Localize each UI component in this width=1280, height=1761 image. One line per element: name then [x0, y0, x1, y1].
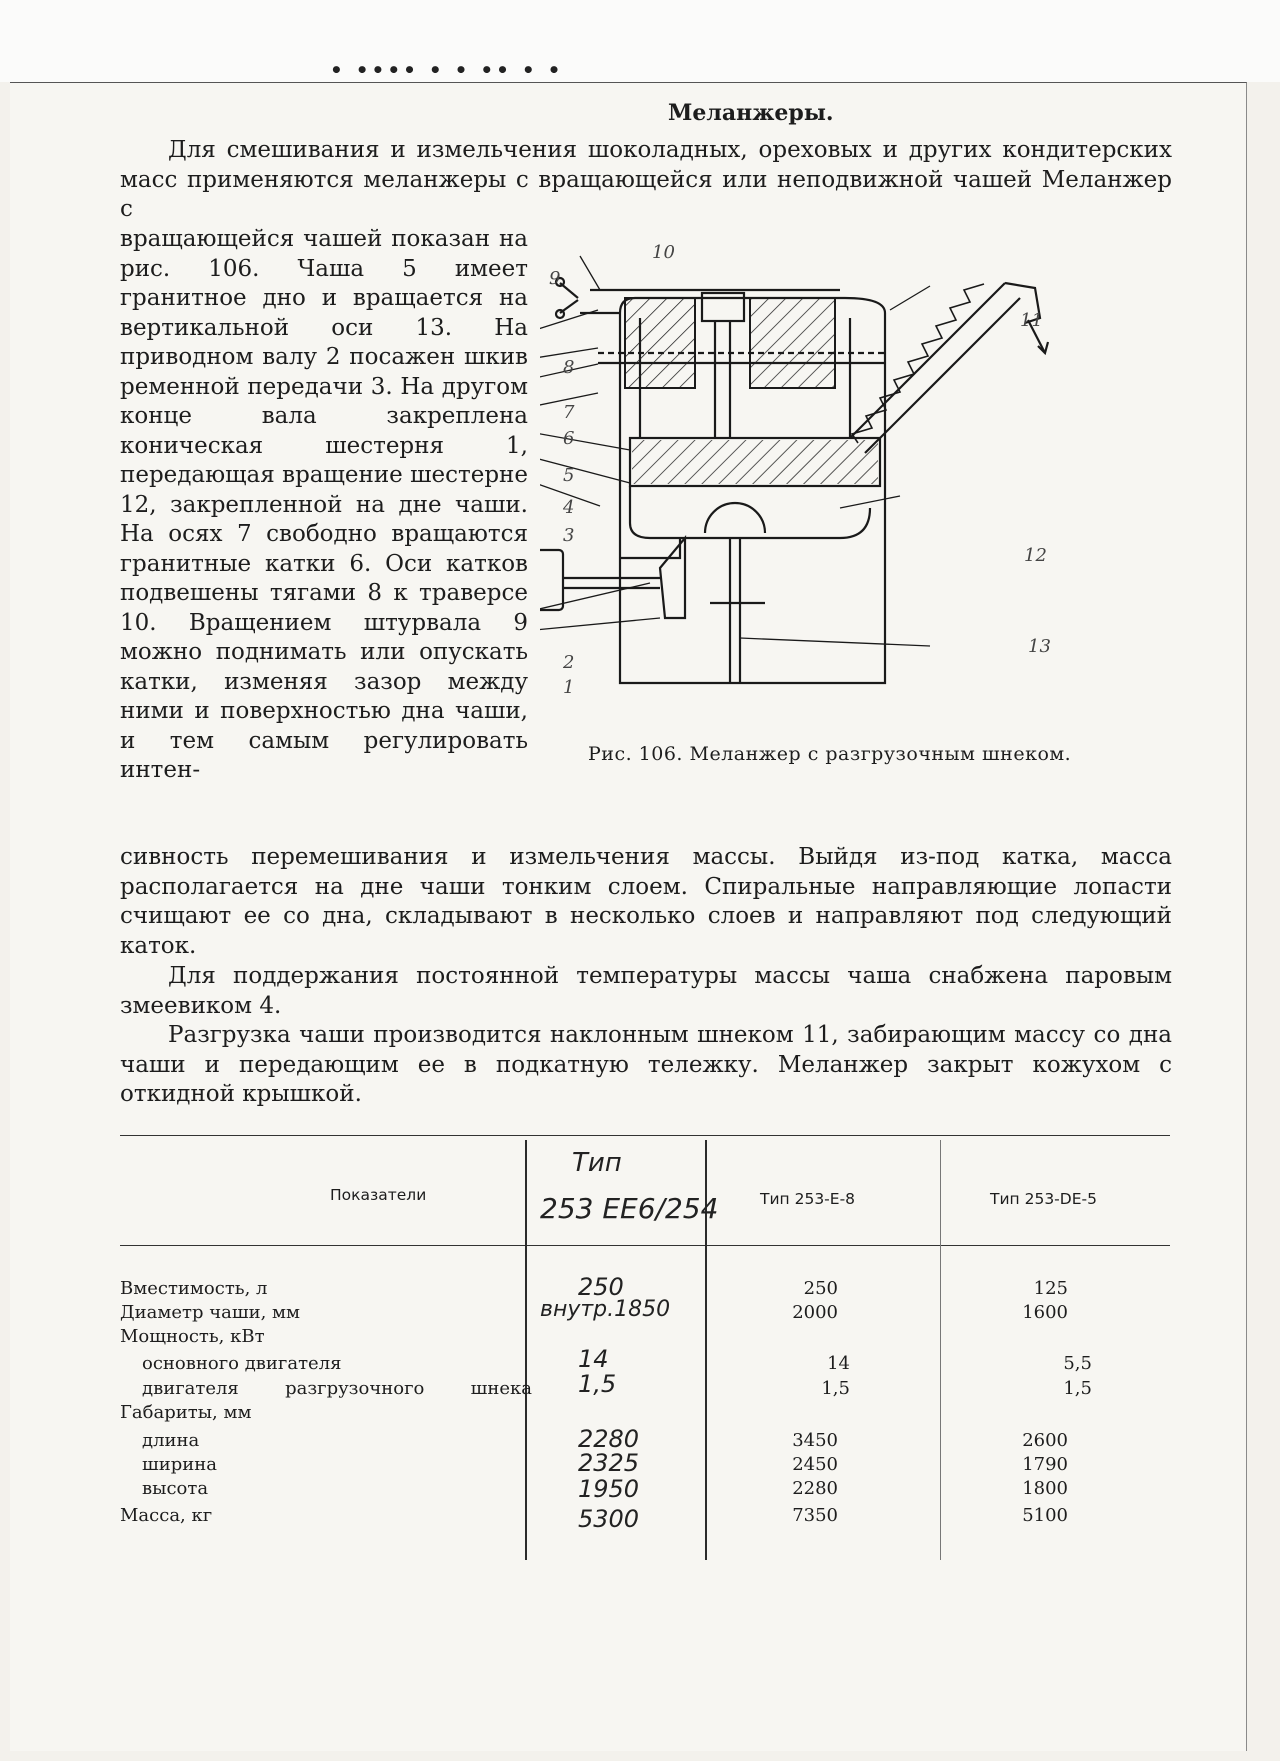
figure-caption: Рис. 106. Меланжер с разгрузочным шнеком.: [588, 743, 1072, 765]
melanger-diagram: [540, 238, 1170, 698]
page-title: Меланжеры.: [668, 100, 834, 126]
handwritten-value: 1,5: [578, 1370, 617, 1398]
table-cell-253-e-8: 2000: [792, 1302, 838, 1323]
page-top-edge: [0, 0, 1280, 82]
handwritten-value: внутр.1850: [540, 1297, 671, 1322]
table-cell-253-e-8: 2280: [792, 1478, 838, 1499]
header-fragment: • •••• • • •• • •: [330, 58, 564, 82]
paragraph-temperature: Для поддержания постоянной температуры массы чаша снабжена паровым змеевиком 4.: [120, 963, 1172, 1019]
table-row-label: Масса, кг: [120, 1505, 213, 1526]
table-cell-253-de-5: 1790: [1022, 1454, 1068, 1475]
fig-label-1: 1: [563, 677, 575, 698]
table-cell-253-e-8: 2450: [792, 1454, 838, 1475]
table-cell-253-de-5: 1800: [1022, 1478, 1068, 1499]
table-row-label: Мощность, кВт: [120, 1326, 265, 1347]
fig-label-7: 7: [563, 402, 575, 423]
paragraph-side: вращающейся чашей показан на рис. 106. Чаша 5 имеет гранитное дно и вращается на вертикальной оси 13. На приводном валу 2 посажен шкив ременной передачи 3. На другом конце вала закреплена коническая шестерня 1, передающая вращение шестерне 12, закрепленной на дне чаши. На осях 7 свободно вращаются гранитные катки 6. Оси катков подвешены тягами 8 к траверсе 10. Вращением штурвала 9 можно поднимать или опускать катки, изменяя зазор между ними и поверхностью дна чаши, и тем самым регулировать интен-: [120, 226, 528, 783]
handwritten-type-label: Тип: [572, 1148, 622, 1178]
fig-label-8: 8: [563, 357, 575, 378]
handwritten-type-code: 253 ЕЕ6/254: [540, 1192, 719, 1225]
handwritten-value: 250: [578, 1273, 624, 1301]
table-row-label: Вместимость, л: [120, 1278, 268, 1299]
fig-label-2: 2: [563, 652, 575, 673]
table-row-label: высота: [142, 1478, 209, 1499]
fig-label-13: 13: [1028, 636, 1051, 657]
table-divider-3: [940, 1140, 941, 1560]
table-cell-253-de-5: 5100: [1022, 1505, 1068, 1526]
column-header-253-de-5: Тип 253-DE-5: [990, 1190, 1097, 1208]
paragraph-continued: сивность перемешивания и измельчения массы. Выйдя из-под катка, масса располагается на дне чаши тонким слоем. Спиральные направляющие лопасти счищают ее со дна, складывают в несколько слоев и направляют под следующий каток.: [120, 844, 1172, 959]
table-cell-253-e-8: 1,5: [821, 1378, 850, 1399]
table-row-label: Габариты, мм: [120, 1402, 252, 1423]
table-row-label: ширина: [142, 1454, 217, 1475]
table-row-label: двигателя разгрузочного шнека: [142, 1378, 532, 1399]
table-row-label: Диаметр чаши, мм: [120, 1302, 301, 1323]
table-divider-1: [525, 1140, 527, 1560]
table-cell-253-e-8: 250: [803, 1278, 838, 1299]
fig-label-9: 9: [549, 268, 561, 289]
fig-label-12: 12: [1024, 545, 1047, 566]
handwritten-value: 1950: [578, 1475, 640, 1503]
handwritten-value: 5300: [578, 1505, 640, 1533]
paragraph-unloading: Разгрузка чаши производится наклонным шнеком 11, забирающим массу со дна чаши и передающим ее в подкатную тележку. Меланжер закрыт кожухом с откидной крышкой.: [120, 1022, 1172, 1107]
fig-label-3: 3: [563, 525, 575, 546]
column-header-253-e-8: Тип 253-Е-8: [760, 1190, 856, 1208]
paragraph-intro: Для смешивания и измельчения шоколадных, ореховых и других кондитерских масс применяются меланжеры с вращающейся или неподвижной чашей Меланжер с: [120, 137, 1172, 222]
fig-label-5: 5: [563, 465, 575, 486]
fig-label-4: 4: [563, 497, 575, 518]
table-cell-253-de-5: 125: [1033, 1278, 1068, 1299]
table-header-rule: [120, 1245, 1170, 1246]
table-cell-253-de-5: 1600: [1022, 1302, 1068, 1323]
handwritten-value: 14: [578, 1345, 609, 1373]
fig-label-11: 11: [1020, 310, 1043, 331]
handwritten-value: 2325: [578, 1449, 640, 1477]
table-cell-253-e-8: 7350: [792, 1505, 838, 1526]
column-header-indicator: Показатели: [330, 1186, 427, 1204]
table-row-label: длина: [142, 1430, 200, 1451]
table-row-label: основного двигателя: [142, 1353, 342, 1374]
table-cell-253-e-8: 14: [827, 1353, 850, 1374]
table-cell-253-e-8: 3450: [792, 1430, 838, 1451]
table-top-rule: [120, 1135, 1170, 1136]
table-cell-253-de-5: 1,5: [1063, 1378, 1092, 1399]
table-cell-253-de-5: 5,5: [1063, 1353, 1092, 1374]
fig-label-10: 10: [652, 242, 675, 263]
table-cell-253-de-5: 2600: [1022, 1430, 1068, 1451]
fig-label-6: 6: [563, 428, 575, 449]
handwritten-value: 2280: [578, 1425, 640, 1453]
